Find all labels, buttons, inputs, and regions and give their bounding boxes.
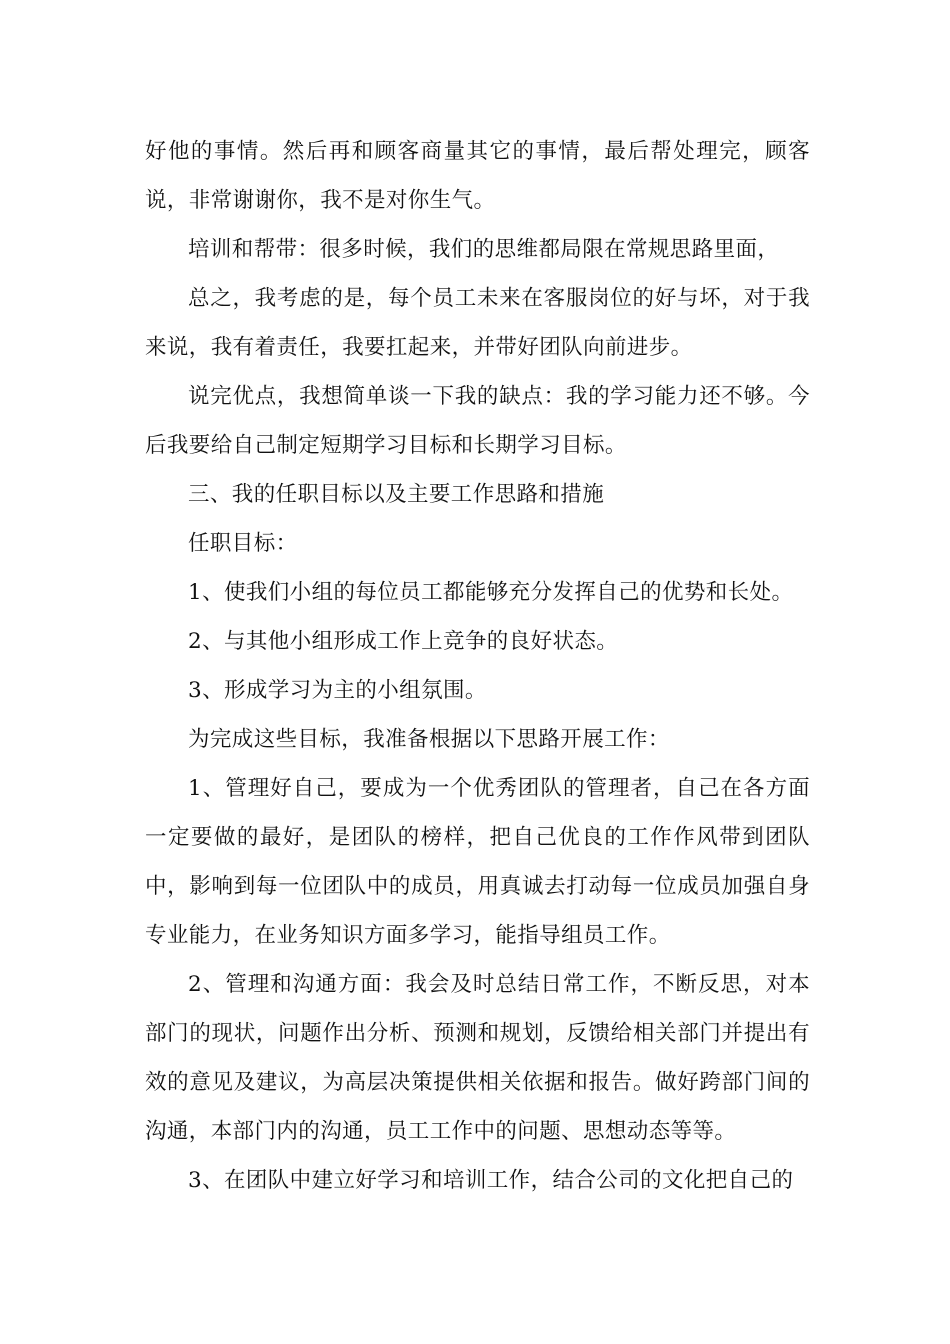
goal-item-1: 1、使我们小组的每位员工都能够充分发挥自己的优势和长处。: [188, 580, 794, 605]
approach-item-1: 1、管理好自己，要成为一个优秀团队的管理者，自己在各方面一定要做的最好，是团队的榜样，把自己优良的工作作风带到团队中，影响到每一位团队中的成员，用真诚去打动每一位成员加强自身专业能力，在业务知识方面多学习，能指导组员工作。: [145, 776, 810, 948]
approach-intro: 为完成这些目标，我准备根据以下思路开展工作：: [188, 727, 670, 752]
goal-item-2: 2、与其他小组形成工作上竞争的良好状态。: [188, 629, 619, 654]
section-heading: 三、我的任职目标以及主要工作思路和措施: [188, 482, 605, 507]
paragraph-continuation: 好他的事情。然后再和顾客商量其它的事情，最后帮处理完，顾客说，非常谢谢你，我不是对你生气。: [145, 139, 810, 213]
paragraph-training: 培训和帮带：很多时候，我们的思维都局限在常规思路里面，: [188, 237, 780, 262]
document-body: [145, 127, 810, 1205]
paragraph-shortcomings: 说完优点，我想简单谈一下我的缺点：我的学习能力还不够。今后我要给自己制定短期学习目标和长期学习目标。: [145, 384, 810, 458]
approach-item-3: 3、在团队中建立好学习和培训工作，结合公司的文化把自己的: [188, 1168, 794, 1193]
approach-item-2: 2、管理和沟通方面：我会及时总结日常工作，不断反思，对本部门的现状，问题作出分析、预测和规划，反馈给相关部门并提出有效的意见及建议，为高层决策提供相关依据和报告。做好跨部门间的沟通，本部门内的沟通，员工工作中的问题、思想动态等等。: [145, 972, 810, 1144]
goal-item-3: 3、形成学习为主的小组氛围。: [188, 678, 487, 703]
paragraph-summary: 总之，我考虑的是，每个员工未来在客服岗位的好与坏，对于我来说，我有着责任，我要扛起来，并带好团队向前进步。: [145, 286, 810, 360]
goals-label: 任职目标：: [188, 531, 298, 556]
